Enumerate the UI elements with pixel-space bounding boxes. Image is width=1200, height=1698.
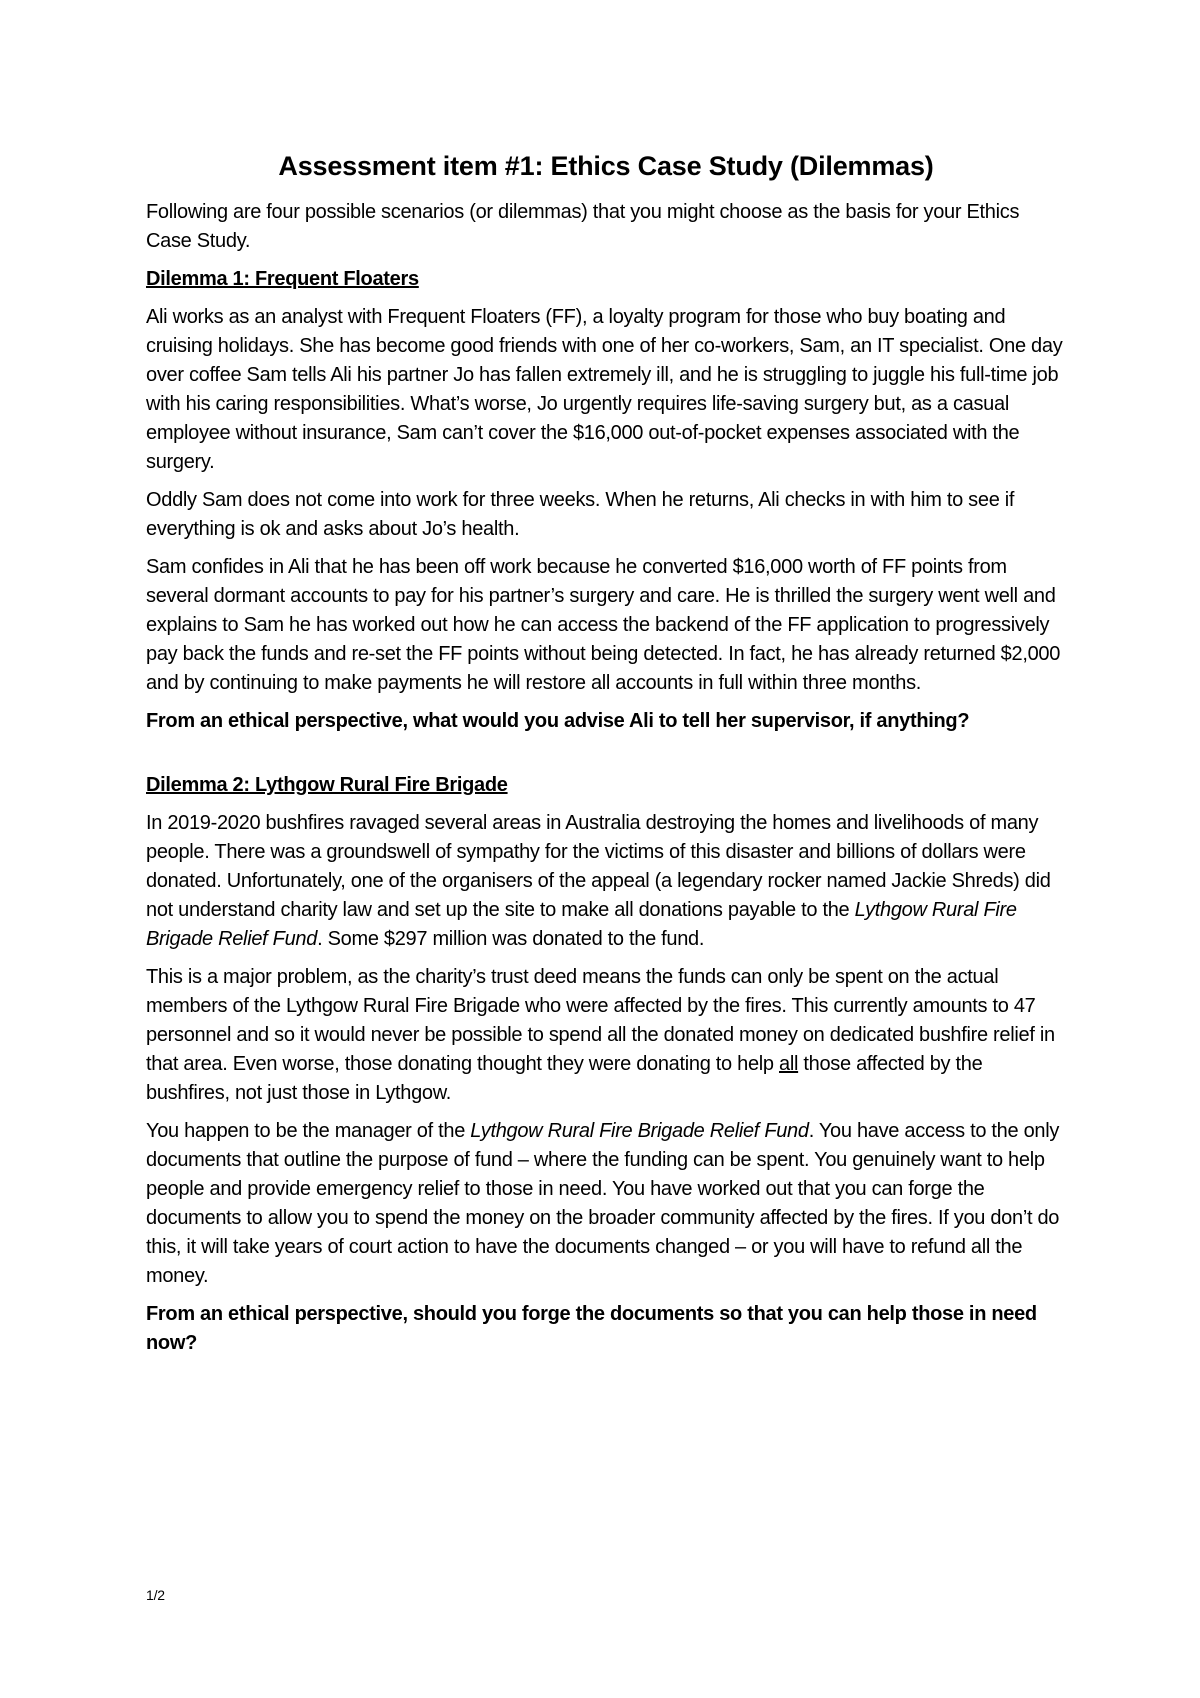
dilemma-1-paragraph-1: Ali works as an analyst with Frequent Floaters (FF), a loyalty program for those who buy boating and cruising holidays. She has become good friends with one of her co-workers, Sam, an IT specialist. One day over coffee Sam tells Ali his partner Jo has fallen extremely ill, and he is struggling to juggle his full-time job with his caring responsibilities. What’s worse, Jo urgently requires life-saving surgery but, as a casual employee without insurance, Sam can’t cover the $16,000 out-of-pocket expenses associated with the surgery. [146, 305, 1063, 473]
dilemma-1-heading: Dilemma 1: Frequent Floaters [146, 267, 419, 290]
page-number: 1/2 [146, 1587, 165, 1603]
dilemma-1-paragraph-2: Oddly Sam does not come into work for three weeks. When he returns, Ali checks in with him to see if everything is ok and asks about Jo’s health. [146, 488, 1015, 540]
dilemma-1-paragraph-3: Sam confides in Ali that he has been off work because he converted $16,000 worth of FF points from several dormant accounts to pay for his partner’s surgery and care. He is thrilled the surgery went well and explains to Sam he has worked out how he can access the backend of the FF application to progressively pay back the funds and re-set the FF points without being detected. In fact, he has already returned $2,000 and by continuing to make payments he will restore all accounts in full within three months. [146, 555, 1061, 694]
dilemma-2-paragraph-3 [146, 1117, 1066, 1291]
section-spacer [146, 745, 1066, 771]
dilemma-2-paragraph-3-text-end: . You have access to the only documents that outline the purpose of fund – where the funding can be spent. You genuinely want to help people and provide emergency relief to those in need. You have worked out that you can forge the documents to allow you to spend the money on the broader community affected by the fires. If you don’t do this, it will take years of court action to have the documents changed – or you will have to refund all the money. [146, 1119, 1060, 1287]
dilemma-2-paragraph-2 [146, 963, 1066, 1108]
dilemma-2-paragraph-1 [146, 809, 1066, 954]
dilemma-2-paragraph-2-text-end: those affected by the bushfires, not just those in Lythgow. [146, 1052, 983, 1104]
dilemma-2-paragraph-3-text-start: You happen to be the manager of the [146, 1119, 471, 1142]
dilemma-1-question: From an ethical perspective, what would you advise Ali to tell her supervisor, if anything? [146, 709, 970, 732]
dilemma-2-question: From an ethical perspective, should you forge the documents so that you can help those in need now? [146, 1302, 1037, 1354]
dilemma-2-paragraph-1-text-end: . Some $297 million was donated to the fund. [317, 927, 705, 950]
dilemma-2-paragraph-1-text-start: In 2019-2020 bushfires ravaged several areas in Australia destroying the homes and livelihoods of many people. There was a groundswell of sympathy for the victims of this disaster and billions of dollars were donated. Unfortunately, one of the organisers of the appeal (a legendary rocker named Jackie Shreds) did not understand charity law and set up the site to make all donations payable to the [146, 811, 1051, 921]
emphasis-underline: all [779, 1052, 799, 1075]
fund-name-italic: Lythgow Rural Fire Brigade Relief Fund [470, 1119, 809, 1142]
document-body [146, 150, 1066, 1367]
fund-name-italic: Lythgow Rural Fire Brigade Relief Fund [146, 898, 1017, 950]
intro-paragraph: Following are four possible scenarios (or dilemmas) that you might choose as the basis for your Ethics Case Study. [146, 200, 1020, 252]
dilemma-2-paragraph-2-text-start: This is a major problem, as the charity’s trust deed means the funds can only be spent on the actual members of the Lythgow Rural Fire Brigade who were affected by the fires. This currently amounts to 47 personnel and so it would never be possible to spend all the donated money on dedicated bushfire relief in that area. Even worse, those donating thought they were donating to help [146, 965, 1055, 1075]
dilemma-2-heading: Dilemma 2: Lythgow Rural Fire Brigade [146, 773, 508, 796]
page-title: Assessment item #1: Ethics Case Study (Dilemmas) [278, 151, 934, 181]
